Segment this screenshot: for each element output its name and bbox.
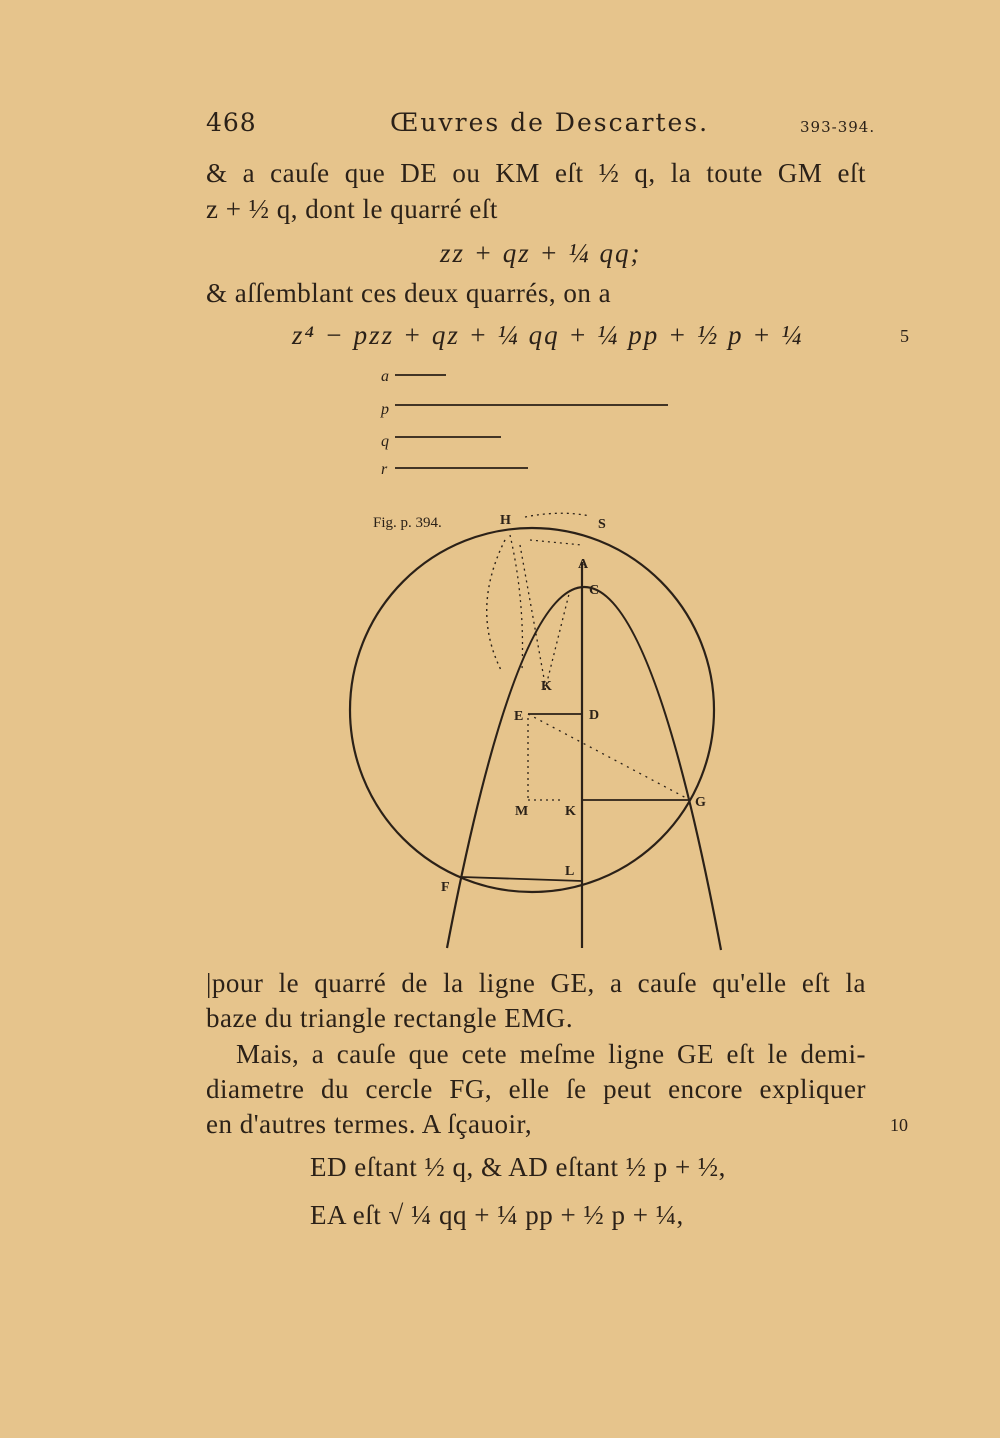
line-dotted-KC bbox=[545, 590, 570, 690]
point-label-K-upper: K bbox=[541, 679, 552, 694]
text-line-3: & aſſemblant ces deux quarrés, on a bbox=[206, 278, 612, 308]
arc-HS bbox=[525, 513, 590, 517]
text-line-1: & a cauſe que DE ou KM eſt ½ q, la toute GM eſt bbox=[206, 158, 866, 188]
text-line-7: diametre du cercle FG, elle ſe peut encore expliquer bbox=[206, 1074, 866, 1104]
point-label-K: K bbox=[565, 804, 576, 819]
line-dotted-top bbox=[530, 540, 582, 545]
margin-line-number-5: 5 bbox=[900, 326, 909, 346]
formula-1: zz + qz + ¼ qq; bbox=[440, 238, 642, 268]
arc-dotted-left bbox=[487, 540, 505, 672]
text-line-8: en d'autres termes. A ſçauoir, bbox=[206, 1109, 533, 1139]
point-label-H: H bbox=[500, 513, 511, 528]
text-line-5: baze du triangle rectangle EMG. bbox=[206, 1003, 574, 1033]
point-label-D: D bbox=[589, 708, 600, 723]
margin-line-number-10: 10 bbox=[890, 1115, 908, 1135]
formula-2: z⁴ − pzz + qz + ¼ qq + ¼ pp + ½ p + ¼ bbox=[292, 320, 804, 350]
segment-label-q: q bbox=[381, 433, 389, 450]
segment-label-p: p bbox=[381, 401, 389, 418]
page-number: 468 bbox=[206, 108, 257, 137]
parabola bbox=[447, 587, 721, 950]
text-line-4: |pour le quarré de la ligne GE, a cauſe qu'elle eſt la bbox=[206, 968, 866, 998]
page-reference: 393-394. bbox=[800, 118, 876, 136]
formula-4: EA eſt √ ¼ qq + ¼ pp + ½ p + ¼, bbox=[310, 1200, 684, 1230]
point-label-F: F bbox=[441, 880, 450, 895]
point-label-A: A bbox=[578, 557, 589, 572]
point-label-C: C bbox=[589, 583, 600, 598]
running-title: Œuvres de Descartes. bbox=[390, 108, 710, 137]
arc-dotted-inner bbox=[510, 535, 523, 670]
figure-caption: Fig. p. 394. bbox=[373, 515, 442, 531]
circle-fg bbox=[350, 528, 714, 892]
text-line-6: Mais, a cauſe que cete meſme ligne GE eſt le demi- bbox=[236, 1039, 866, 1069]
segment-label-r: r bbox=[381, 461, 388, 478]
formula-3: ED eſtant ½ q, & AD eſtant ½ p + ½, bbox=[310, 1152, 726, 1182]
point-label-L: L bbox=[565, 864, 575, 879]
point-label-M: M bbox=[515, 804, 529, 819]
segment-label-a: a bbox=[381, 368, 389, 385]
line-dotted-EG bbox=[528, 714, 690, 800]
point-label-S: S bbox=[598, 517, 606, 532]
line-dotted-HK bbox=[520, 545, 545, 684]
line-FL bbox=[462, 877, 582, 881]
text-line-2: z + ½ q, dont le quarré eſt bbox=[206, 194, 498, 224]
point-label-G: G bbox=[695, 795, 706, 810]
point-label-E: E bbox=[514, 709, 524, 724]
